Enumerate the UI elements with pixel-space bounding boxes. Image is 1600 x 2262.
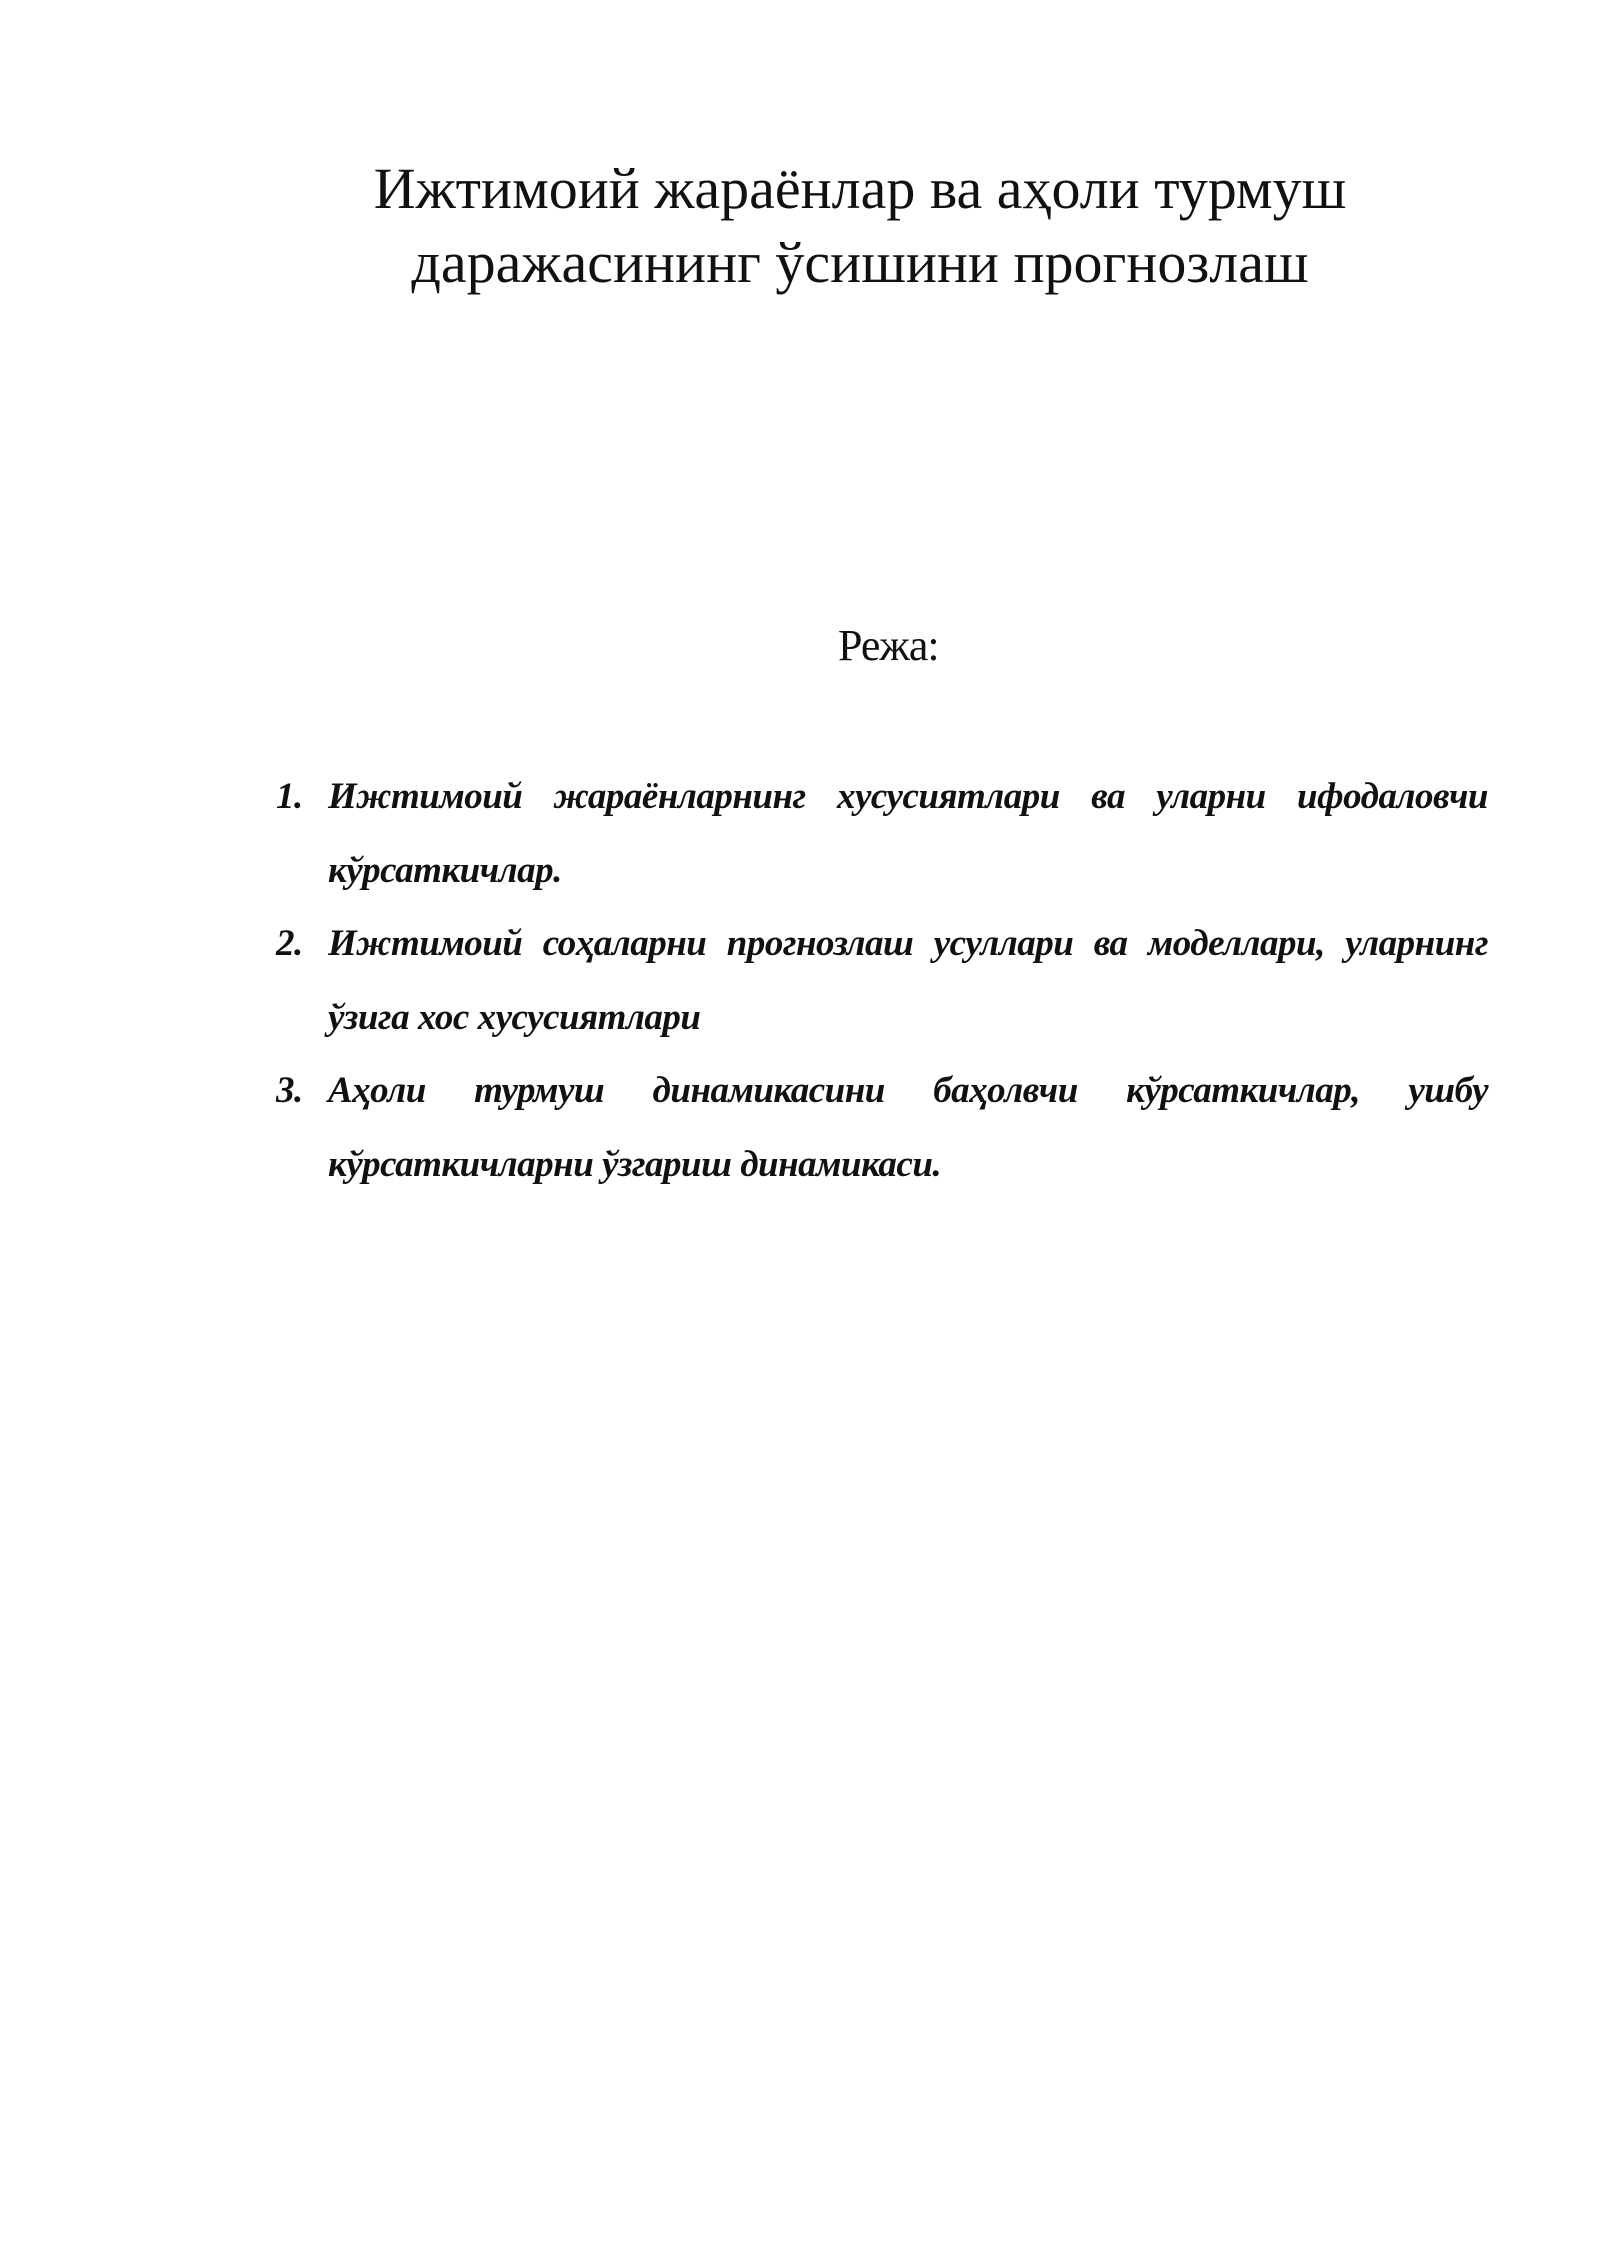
page-title-line-1: Ижтимоий жараёнлар ва аҳоли турмуш bbox=[373, 156, 1347, 221]
plan-item-text: Аҳоли турмуш динамикасини баҳолвчи кўрсаткичлар, ушбу кўрсаткичларни ўзгариш динамикаси. bbox=[328, 1070, 1488, 1185]
plan-list bbox=[276, 760, 1488, 1201]
plan-item-3 bbox=[276, 1054, 1488, 1201]
plan-item-number: 2. bbox=[276, 923, 303, 964]
plan-item-number: 1. bbox=[276, 776, 303, 817]
plan-heading: Режа: bbox=[838, 621, 939, 670]
plan-item-number: 3. bbox=[276, 1070, 303, 1111]
plan-item-text: Ижтимоий соҳаларни прогнозлаш усуллари ва моделлари, уларнинг ўзига хос хусусиятлари bbox=[328, 923, 1488, 1038]
page-title-line-2: даражасининг ўсишини прогнозлаш bbox=[411, 230, 1309, 295]
plan-item-text: Ижтимоий жараёнларнинг хусусиятлари ва уларни ифодаловчи кўрсаткичлар. bbox=[328, 776, 1488, 891]
page-title bbox=[300, 152, 1420, 300]
plan-item-2 bbox=[276, 907, 1488, 1054]
plan-item-1 bbox=[276, 760, 1488, 907]
